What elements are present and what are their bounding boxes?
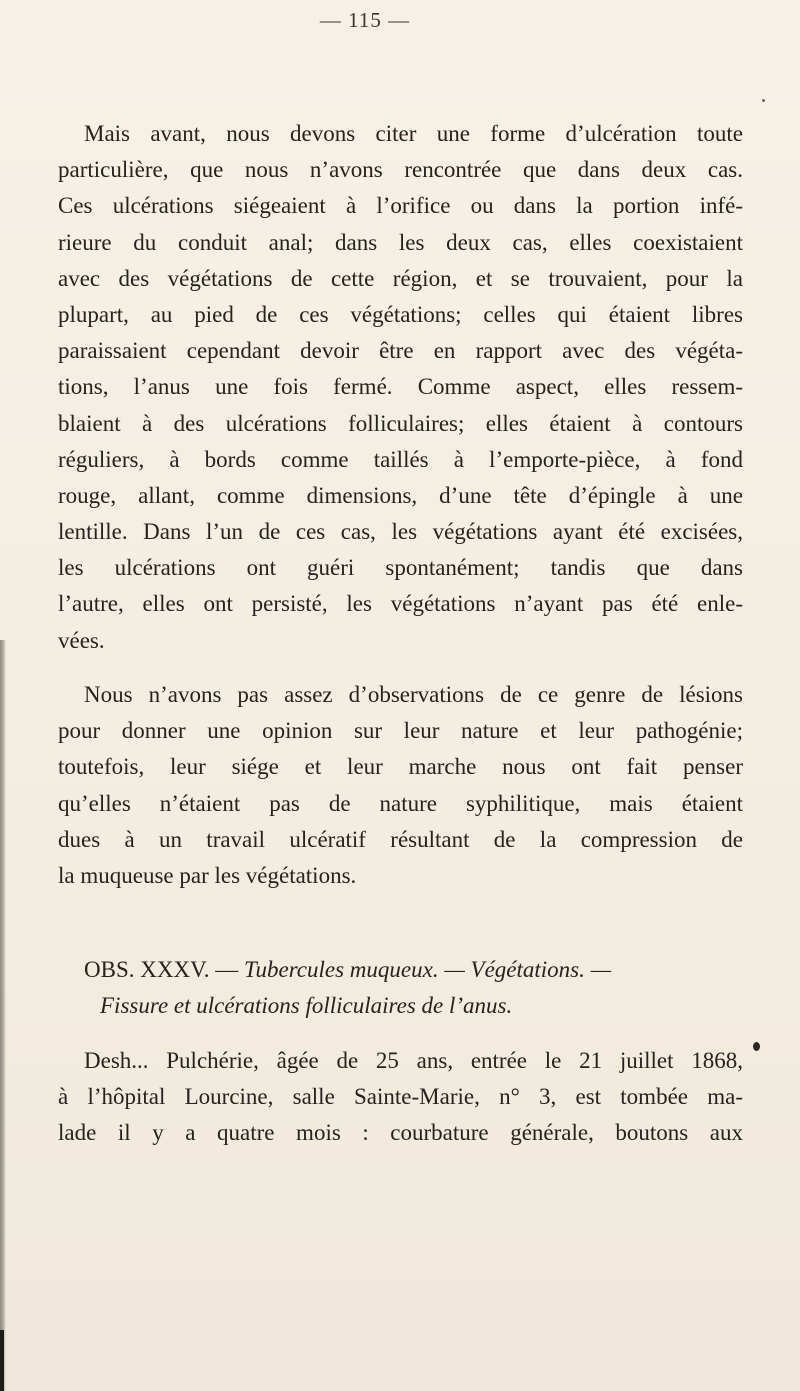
text-line: dues à un travail ulcératif résultant de la compression de (58, 826, 743, 852)
text-line: paraissaient cependant devoir être en rapport avec des végéta- (58, 338, 743, 364)
text-line: Nous n’avons pas assez d’observations de ce genre de lésions (84, 682, 743, 707)
text-line: toutefois, leur siége et leur marche nous ont fait penser (58, 754, 743, 780)
observation-heading-line (58, 952, 758, 988)
ink-speck (762, 99, 765, 102)
text-line: rieure du conduit anal; dans les deux cas, elles coexistaient (58, 229, 743, 255)
text-line: particulière, que nous n’avons rencontrée que dans deux cas. (58, 157, 743, 183)
page-edge-shadow (0, 640, 6, 1391)
text-line: avec des végétations de cette région, et se trouvaient, pour la (58, 265, 743, 291)
text-line: tions, l’anus une fois fermé. Comme aspect, elles ressem- (58, 374, 743, 400)
text-line: pour donner une opinion sur leur nature et leur pathogénie; (58, 718, 743, 744)
page-number: — 115 — (319, 8, 411, 32)
paragraph-opinion (58, 677, 743, 894)
text-line: à l’hôpital Lourcine, salle Sainte-Marie, n° 3, est tombée ma- (58, 1084, 743, 1110)
text-line: les ulcérations ont guéri spontanément; tandis que dans (58, 555, 743, 581)
text-line: vées. (58, 627, 105, 653)
text-line: plupart, au pied de ces végétations; celles qui étaient libres (58, 301, 743, 327)
observation-title: Tubercules muqueux. — Végétations. — (243, 957, 612, 982)
text-line: lade il y a quatre mois : courbature générale, boutons aux (58, 1120, 743, 1146)
page-edge-binding (0, 1330, 4, 1391)
text-line: Ces ulcérations siégeaient à l’orifice ou dans la portion infé- (58, 193, 743, 219)
text-line: l’autre, elles ont persisté, les végétations n’ayant pas été enle- (58, 591, 743, 617)
text-line: Desh... Pulchérie, âgée de 25 ans, entrée le 21 juillet 1868, (84, 1048, 743, 1073)
text-line: rouge, allant, comme dimensions, d’une tête d’épingle à une (58, 482, 743, 508)
text-line: la muqueuse par les végétations. (58, 862, 357, 888)
ink-spot (753, 1042, 760, 1051)
text-line: lentille. Dans l’un de ces cas, les végétations ayant été excisées, (58, 519, 743, 545)
observation-label: OBS. XXXV. — (84, 957, 239, 982)
observation-heading (58, 952, 758, 1024)
paragraph-case (58, 1043, 743, 1152)
text-line: blaient à des ulcérations folliculaires; elles étaient à contours (58, 410, 743, 436)
text-line: réguliers, à bords comme taillés à l’emporte-pièce, à fond (58, 446, 743, 472)
observation-subtitle: Fissure et ulcérations folliculaires de l’anus. (100, 993, 513, 1018)
paragraph-ulcerations (58, 116, 743, 659)
text-line: qu’elles n’étaient pas de nature syphilitique, mais étaient (58, 790, 743, 816)
text-line: Mais avant, nous devons citer une forme d’ulcération toute (84, 121, 743, 146)
